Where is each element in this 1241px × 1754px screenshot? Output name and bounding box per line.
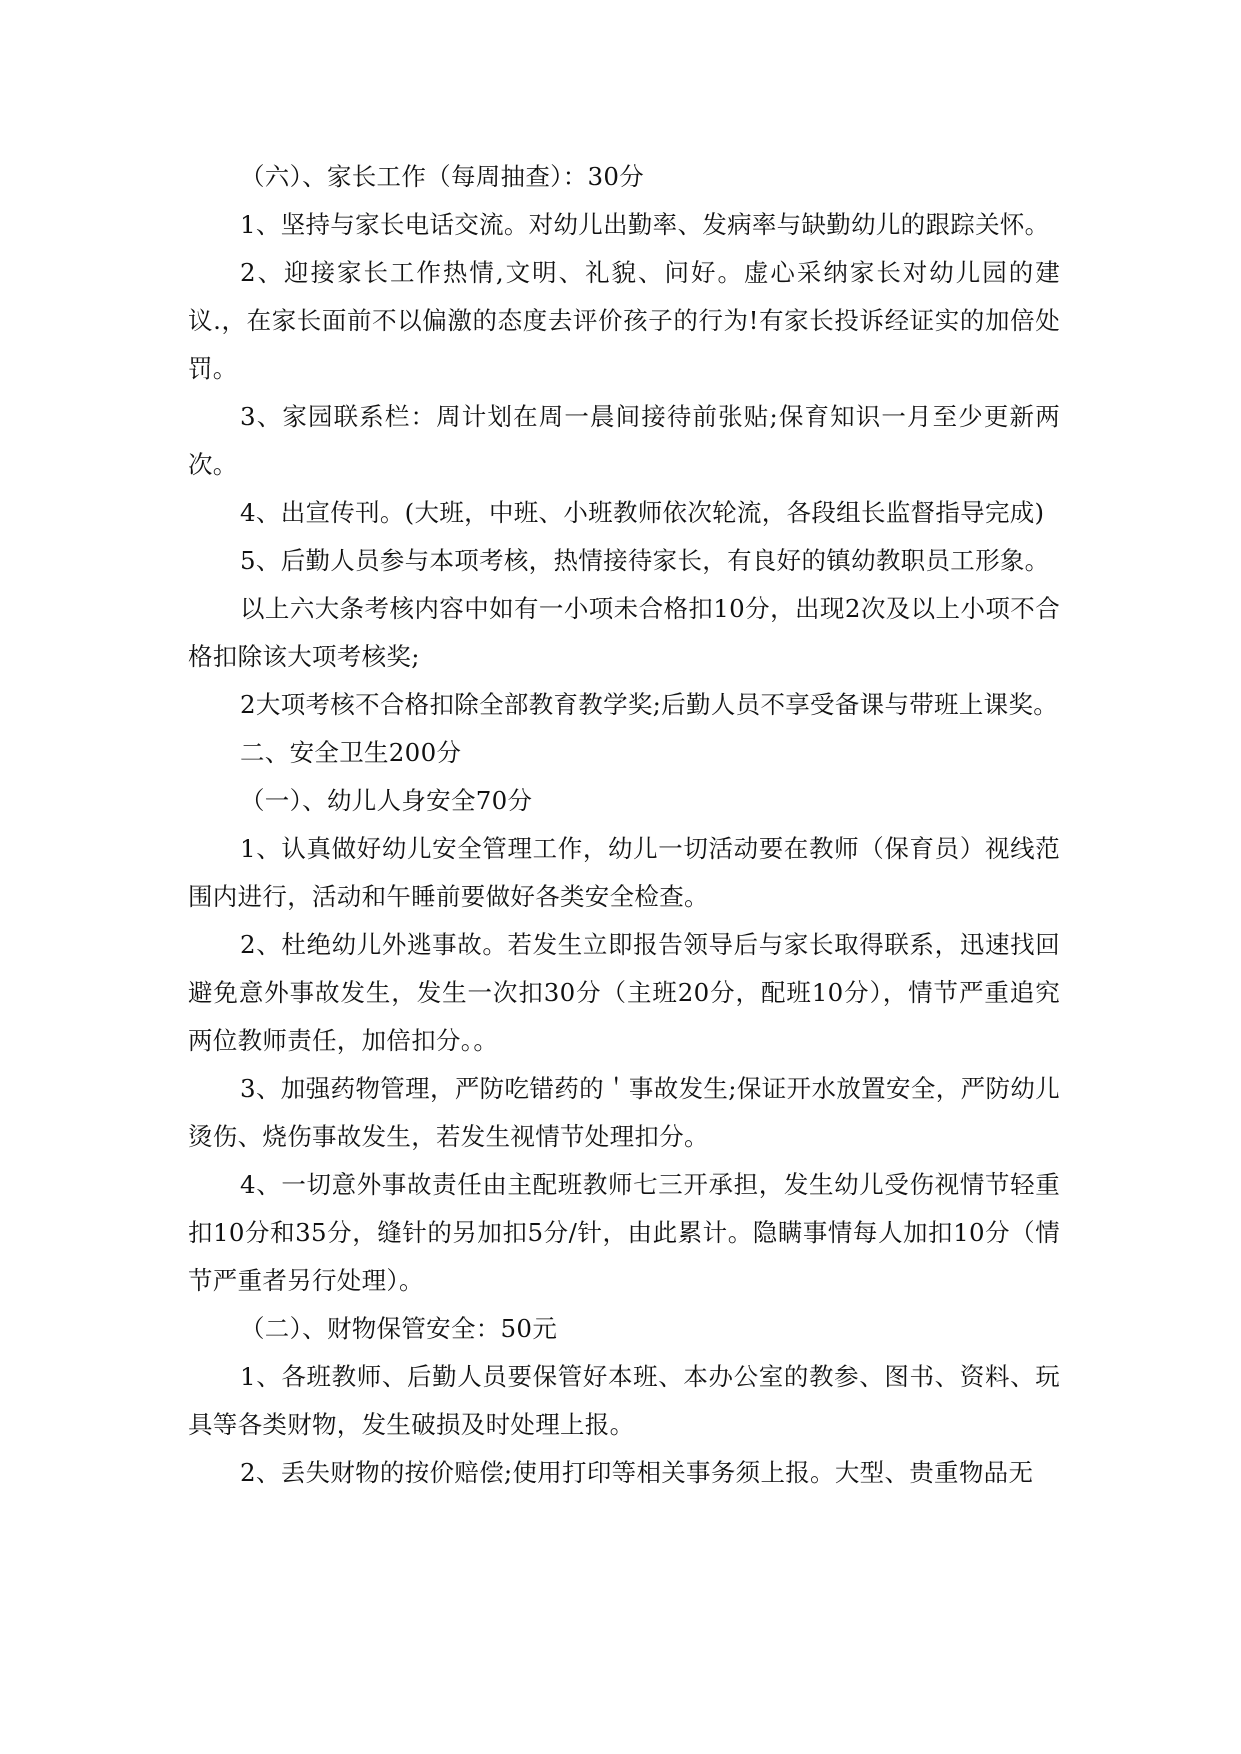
paragraph-item: 1、认真做好幼儿安全管理工作，幼儿一切活动要在教师（保育员）视线范围内进行，活动和午睡前要做好各类安全检查。 (188, 834, 1060, 911)
paragraph-item: 2大项考核不合格扣除全部教育教学奖;后勤人员不享受备课与带班上课奖。 (240, 690, 1059, 719)
paragraph-item: 以上六大条考核内容中如有一小项未合格扣10分，出现2次及以上小项不合格扣除该大项考核奖; (188, 594, 1060, 671)
paragraph-item: 1、各班教师、后勤人员要保管好本班、本办公室的教参、图书、资料、玩具等各类财物，发生破损及时处理上报。 (188, 1362, 1060, 1439)
section-heading-parent-work: （六）、家长工作（每周抽查）：30分 (240, 162, 645, 191)
document-body (188, 153, 1060, 1497)
paragraph-item: 3、家园联系栏：周计划在周一晨间接待前张贴;保育知识一月至少更新两次。 (188, 402, 1060, 479)
section-heading-property-safety: （二）、财物保管安全：50元 (240, 1314, 558, 1343)
section-heading-safety-hygiene: 二、安全卫生200分 (240, 738, 462, 767)
section-heading-child-safety: （一）、幼儿人身安全70分 (240, 786, 533, 815)
paragraph-item: 4、出宣传刊。(大班，中班、小班教师依次轮流，各段组长监督指导完成) (240, 498, 1045, 527)
paragraph-item: 3、加强药物管理，严防吃错药的＇事故发生;保证开水放置安全，严防幼儿烫伤、烧伤事故发生，若发生视情节处理扣分。 (188, 1074, 1060, 1151)
paragraph-item: 2、杜绝幼儿外逃事故。若发生立即报告领导后与家长取得联系，迅速找回避免意外事故发生，发生一次扣30分（主班20分，配班10分），情节严重追究两位教师责任，加倍扣分。。 (188, 930, 1060, 1055)
paragraph-item: 1、坚持与家长电话交流。对幼儿出勤率、发病率与缺勤幼儿的跟踪关怀。 (240, 210, 1050, 239)
paragraph-item: 5、后勤人员参与本项考核，热情接待家长，有良好的镇幼教职员工形象。 (240, 546, 1050, 575)
paragraph-item: 2、丢失财物的按价赔偿;使用打印等相关事务须上报。大型、贵重物品无 (240, 1458, 1034, 1487)
paragraph-item: 2、迎接家长工作热情,文明、礼貌、问好。虚心采纳家长对幼儿园的建议.，在家长面前不以偏激的态度去评价孩子的行为!有家长投诉经证实的加倍处罚。 (188, 258, 1060, 383)
paragraph-item: 4、一切意外事故责任由主配班教师七三开承担，发生幼儿受伤视情节轻重扣10分和35分，缝针的另加扣5分/针，由此累计。隐瞒事情每人加扣10分（情节严重者另行处理）。 (188, 1170, 1060, 1295)
